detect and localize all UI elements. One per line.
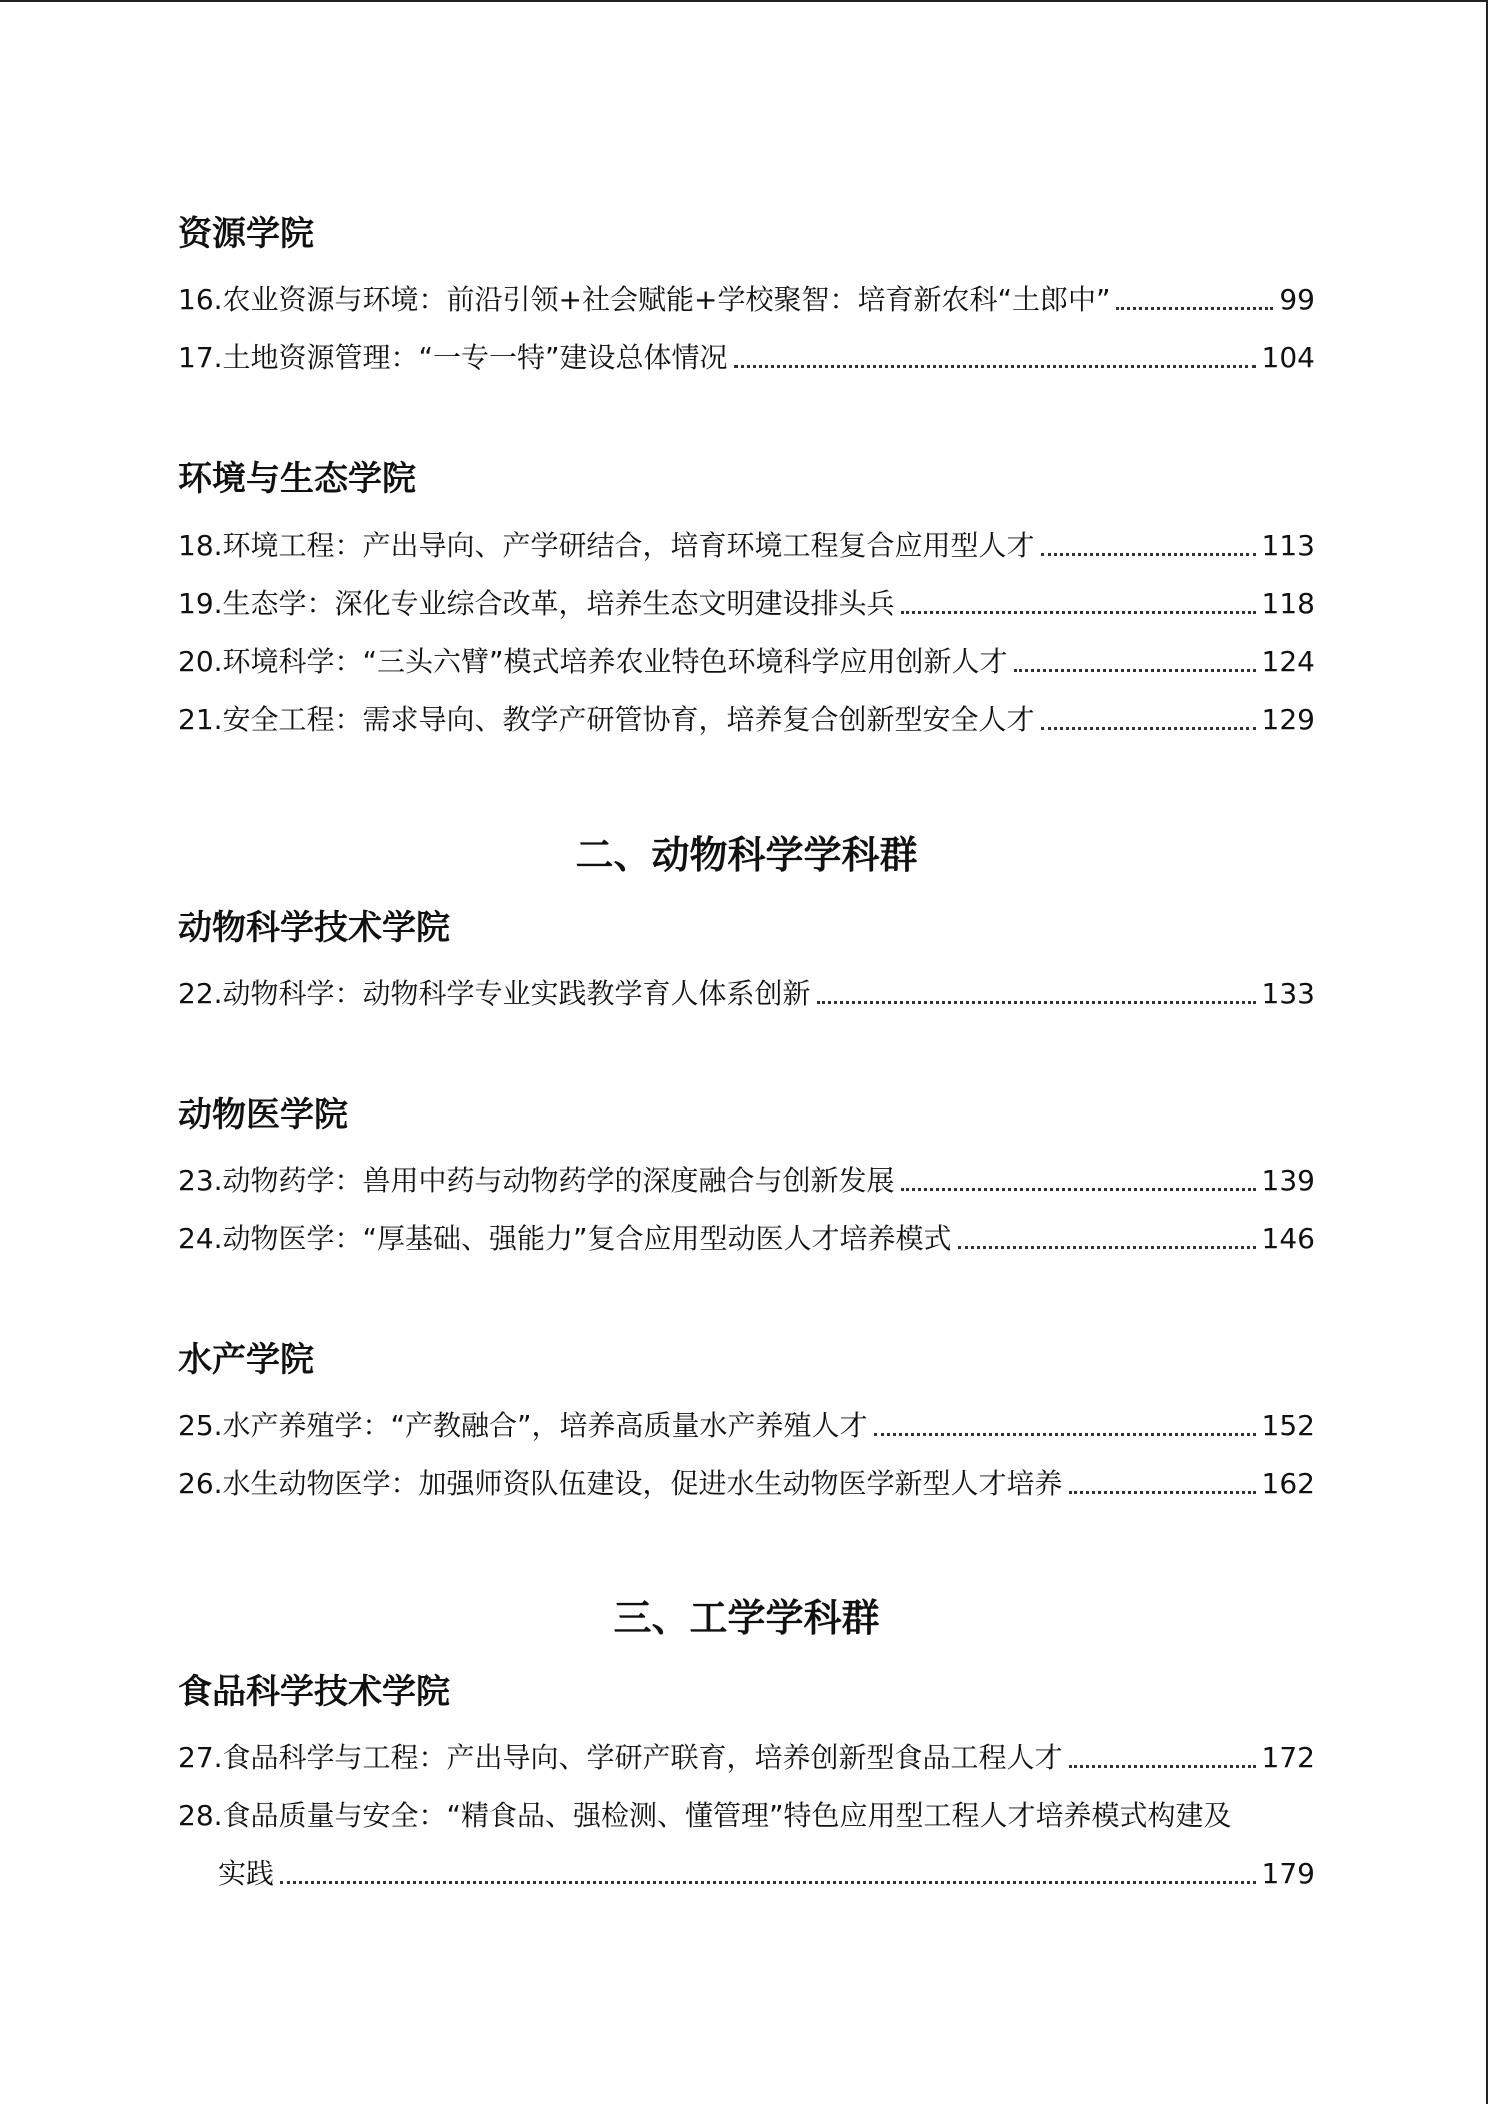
entry-title: 20.环境科学：“三头六臂”模式培养农业特色环境科学应用创新人才 [178,645,1008,678]
college-heading: 环境与生态学院 [178,459,416,499]
entry-title: 16.农业资源与环境：前沿引领+社会赋能+学校聚智：培育新农科“土郎中” [178,283,1111,316]
leader-dots [1041,726,1256,730]
entry-title: 24.动物医学：“厚基础、强能力”复合应用型动医人才培养模式 [178,1222,952,1255]
toc-entry[interactable] [178,973,1315,1015]
toc-entry[interactable] [178,1853,1315,1895]
college-heading: 食品科学技术学院 [178,1672,450,1712]
discipline-group-heading: 二、动物科学学科群 [575,833,918,877]
toc-entry[interactable] [178,1737,1315,1779]
entry-page-number: 152 [1261,1409,1315,1442]
leader-dots [901,610,1256,614]
entry-page-number: 104 [1261,341,1315,374]
leader-dots [734,364,1256,368]
entry-page-number: 99 [1279,283,1315,316]
leader-dots [1069,1764,1256,1768]
leader-dots [1014,668,1256,672]
page-border-top [0,0,1488,2]
college-heading: 动物科学技术学院 [178,908,450,948]
leader-dots [874,1432,1256,1436]
entry-title: 19.生态学：深化专业综合改革，培养生态文明建设排头兵 [178,587,895,620]
entry-page-number: 124 [1261,645,1315,678]
college-heading: 资源学院 [178,214,314,254]
entry-title-line1[interactable]: 28.食品质量与安全：“精食品、强检测、懂管理”特色应用型工程人才培养模式构建及 [178,1799,1232,1832]
leader-dots [280,1880,1256,1884]
entry-page-number: 129 [1261,703,1315,736]
toc-entry[interactable] [178,1218,1315,1260]
toc-entry[interactable] [178,699,1315,741]
leader-dots [1116,306,1273,310]
entry-page-number: 118 [1261,587,1315,620]
leader-dots [958,1245,1256,1249]
toc-entry[interactable] [178,1405,1315,1447]
college-heading: 水产学院 [178,1340,314,1380]
entry-page-number: 133 [1261,977,1315,1010]
leader-dots [817,1000,1256,1004]
entry-page-number: 172 [1261,1741,1315,1774]
entry-title: 25.水产养殖学：“产教融合”，培养高质量水产养殖人才 [178,1409,868,1442]
toc-entry[interactable] [178,583,1315,625]
leader-dots [1069,1490,1256,1494]
toc-entry[interactable] [178,279,1315,321]
entry-title: 18.环境工程：产出导向、产学研结合，培育环境工程复合应用型人才 [178,529,1035,562]
discipline-group-heading: 三、工学学科群 [613,1596,880,1640]
entry-title: 21.安全工程：需求导向、教学产研管协育，培养复合创新型安全人才 [178,703,1035,736]
entry-title: 23.动物药学：兽用中药与动物药学的深度融合与创新发展 [178,1164,895,1197]
entry-page-number: 139 [1261,1164,1315,1197]
college-heading: 动物医学院 [178,1095,348,1135]
entry-page-number: 179 [1261,1857,1315,1890]
toc-entry[interactable] [178,1160,1315,1202]
entry-title: 22.动物科学：动物科学专业实践教学育人体系创新 [178,977,811,1010]
leader-dots [901,1187,1256,1191]
entry-page-number: 162 [1261,1467,1315,1500]
entry-title: 26.水生动物医学：加强师资队伍建设，促进水生动物医学新型人才培养 [178,1467,1063,1500]
entry-title-line2: 实践 [218,1857,275,1890]
toc-entry[interactable] [178,1463,1315,1505]
toc-entry[interactable] [178,525,1315,567]
entry-page-number: 113 [1261,529,1315,562]
toc-entry[interactable] [178,641,1315,683]
toc-entry[interactable] [178,337,1315,379]
entry-page-number: 146 [1261,1222,1315,1255]
entry-title: 27.食品科学与工程：产出导向、学研产联育，培养创新型食品工程人才 [178,1741,1063,1774]
leader-dots [1041,552,1256,556]
entry-title: 17.土地资源管理：“一专一特”建设总体情况 [178,341,728,374]
